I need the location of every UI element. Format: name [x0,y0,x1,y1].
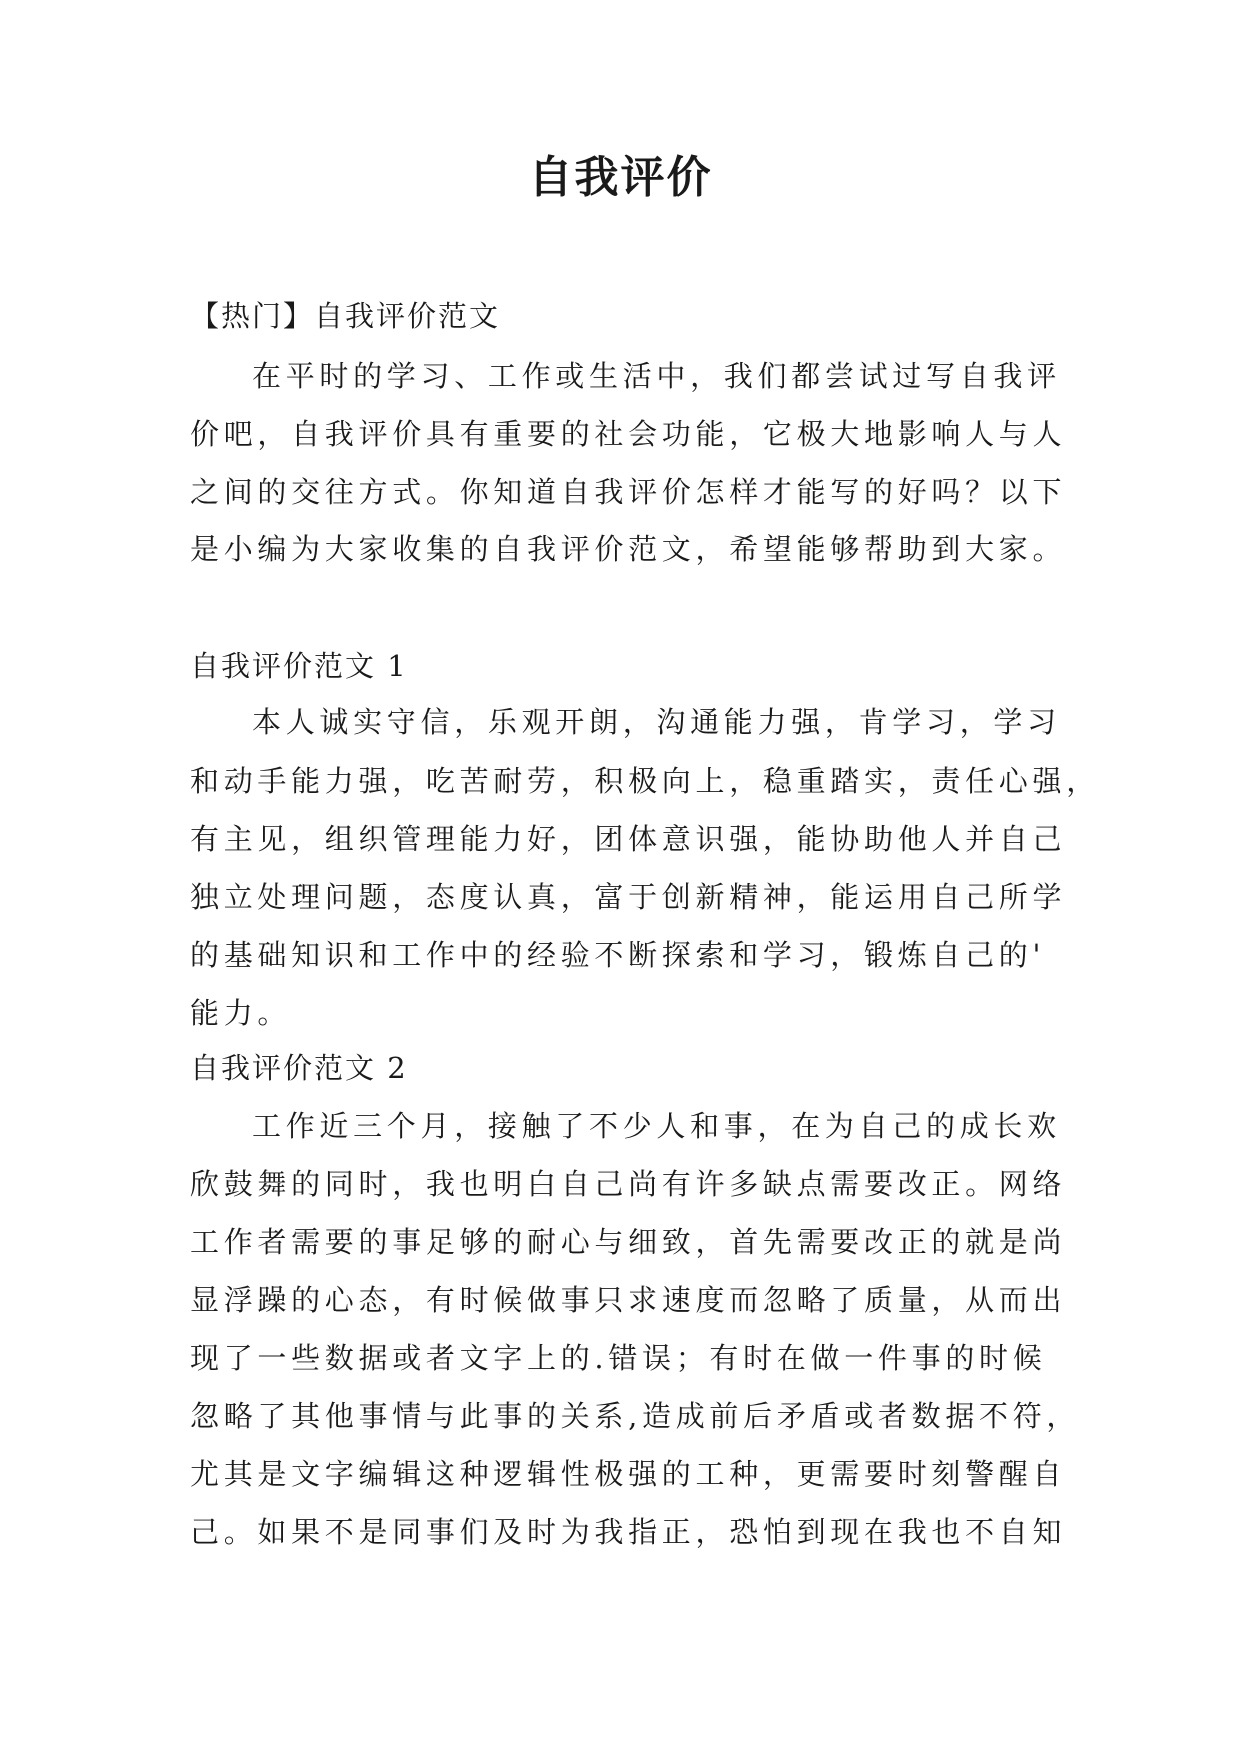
paragraph-line: 工作者需要的事足够的耐心与细致，首先需要改正的就是尚 [190,1225,1067,1259]
intro-line: 价吧，自我评价具有重要的社会功能，它极大地影响人与人 [190,417,1067,451]
intro-line: 是小编为大家收集的自我评价范文，希望能够帮助到大家。 [190,532,1067,566]
paragraph-line: 工作近三个月，接触了不少人和事，在为自己的成长欢 [252,1109,1061,1143]
paragraph-line: 尤其是文字编辑这种逻辑性极强的工种，更需要时刻警醒自 [190,1457,1067,1491]
paragraph-line: 能力。 [190,996,292,1030]
section-heading-2: 自我评价范文 2 [190,1051,408,1085]
paragraph-line: 的基础知识和工作中的经验不断探索和学习，锻炼自己的' [190,938,1046,972]
document-title: 自我评价 [528,152,713,203]
paragraph-line: 本人诚实守信，乐观开朗，沟通能力强，肯学习，学习 [252,705,1061,739]
paragraph-line: 现了一些数据或者文字上的.错误；有时在做一件事的时候 [190,1341,1047,1375]
paragraph-line: 有主见，组织管理能力好，团体意识强，能协助他人并自己 [190,822,1067,856]
paragraph-line: 忽略了其他事情与此事的关系,造成前后矛盾或者数据不符， [190,1399,1081,1433]
paragraph-line: 己。如果不是同事们及时为我指正，恐怕到现在我也不自知 [190,1515,1067,1549]
paragraph-line: 欣鼓舞的同时，我也明白自己尚有许多缺点需要改正。网络 [190,1167,1067,1201]
intro-line: 之间的交往方式。你知道自我评价怎样才能写的好吗？以下 [190,475,1067,509]
paragraph-line: 和动手能力强，吃苦耐劳，积极向上，稳重踏实，责任心强， [190,764,1100,798]
document-subtitle: 【热门】自我评价范文 [190,299,501,333]
section-heading-1: 自我评价范文 1 [190,649,408,683]
paragraph-line: 显浮躁的心态，有时候做事只求速度而忽略了质量，从而出 [190,1283,1067,1317]
intro-line: 在平时的学习、工作或生活中，我们都尝试过写自我评 [252,359,1061,393]
paragraph-line: 独立处理问题，态度认真，富于创新精神，能运用自己所学 [190,880,1067,914]
